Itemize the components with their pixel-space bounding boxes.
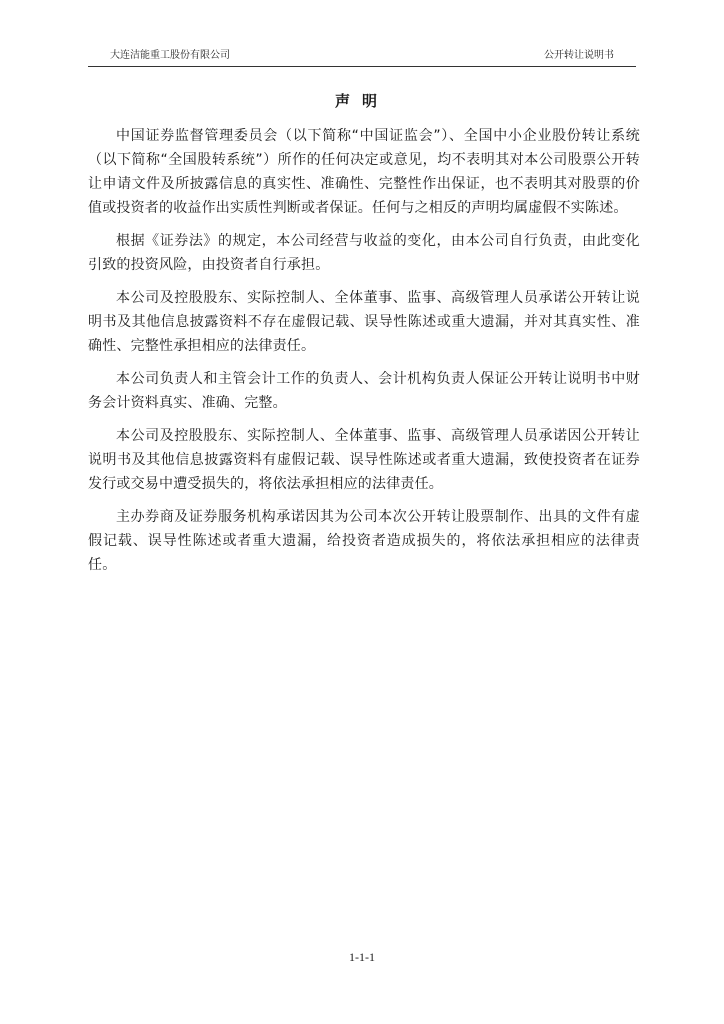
header-company-name: 大连洁能重工股份有限公司 xyxy=(110,50,230,61)
header-divider xyxy=(88,66,636,67)
header-document-type: 公开转让说明书 xyxy=(544,50,614,61)
declaration-body xyxy=(88,124,640,586)
paragraph-investment-risk: 根据《证券法》的规定，本公司经营与收益的变化，由本公司自行负责，由此变化引致的投资风险，由投资者自行承担。 xyxy=(88,233,640,273)
page-title: 声明 xyxy=(334,92,389,110)
paragraph-broker-commitment: 主办券商及证券服务机构承诺因其为公司本次公开转让股票制作、出具的文件有虚假记载、误导性陈述或者重大遗漏，给投资者造成损失的，将依法承担相应的法律责任。 xyxy=(88,509,640,573)
page-number: 1-1-1 xyxy=(349,950,375,964)
paragraph-financial-guarantee: 本公司负责人和主管会计工作的负责人、会计机构负责人保证公开转让说明书中财务会计资料真实、准确、完整。 xyxy=(88,371,640,411)
paragraph-liability-commitment: 本公司及控股股东、实际控制人、全体董事、监事、高级管理人员承诺因公开转让说明书及其他信息披露资料有虚假记载、误导性陈述或者重大遗漏，致使投资者在证券发行或交易中遭受损失的，将依法承担相应的法律责任。 xyxy=(88,428,640,492)
paragraph-regulator-disclaimer: 中国证券监督管理委员会（以下简称“中国证监会”）、全国中小企业股份转让系统（以下简称“全国股转系统”）所作的任何决定或意见，均不表明其对本公司股票公开转让申请文件及所披露信息的真实性、准确性、完整性作出保证，也不表明其对股票的价值或投资者的收益作出实质性判断或者保证。任何与之相反的声明均属虚假不实陈述。 xyxy=(88,128,640,216)
page-header xyxy=(88,50,636,66)
paragraph-company-commitment: 本公司及控股股东、实际控制人、全体董事、监事、高级管理人员承诺公开转让说明书及其他信息披露资料不存在虚假记载、误导性陈述或重大遗漏，并对其真实性、准确性、完整性承担相应的法律责任。 xyxy=(88,290,640,354)
